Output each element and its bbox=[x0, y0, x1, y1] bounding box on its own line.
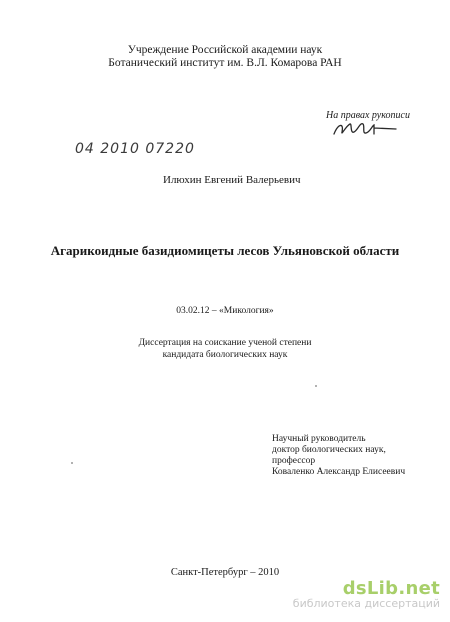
handwritten-signature-icon bbox=[330, 118, 400, 140]
supervisor-degree: доктор биологических наук, bbox=[272, 445, 386, 455]
dissertation-degree-line-1: Диссертация на соискание ученой степени bbox=[138, 338, 312, 348]
institution-line-2: Ботанический институт им. В.Л. Комарова РАН bbox=[108, 57, 342, 69]
dslib-watermark bbox=[293, 578, 440, 610]
supervisor-title: профессор bbox=[272, 456, 316, 466]
dissertation-degree-line-2: кандидата биологических наук bbox=[162, 350, 288, 360]
specialty-code: 03.02.12 – «Микология» bbox=[176, 306, 274, 316]
supervisor-role: Научный руководитель bbox=[272, 434, 366, 444]
watermark-subtitle: библиотека диссертаций bbox=[292, 597, 440, 610]
city-year: Санкт-Петербург – 2010 bbox=[170, 567, 280, 578]
institution-line-1: Учреждение Российской академии наук bbox=[127, 44, 323, 56]
watermark-logo: dsLib.net bbox=[342, 578, 440, 599]
scan-speck bbox=[315, 385, 317, 387]
supervisor-name: Коваленко Александр Елисеевич bbox=[272, 467, 406, 477]
handwritten-registration-number: 04 2010 07220 bbox=[75, 141, 195, 157]
scan-speck bbox=[71, 462, 73, 464]
rights-note: На правах рукописи bbox=[326, 110, 410, 121]
author-name: Илюхин Евгений Валерьевич bbox=[163, 174, 301, 186]
dissertation-title: Агарикоидные базидиомицеты лесов Ульяновской области bbox=[50, 243, 400, 258]
